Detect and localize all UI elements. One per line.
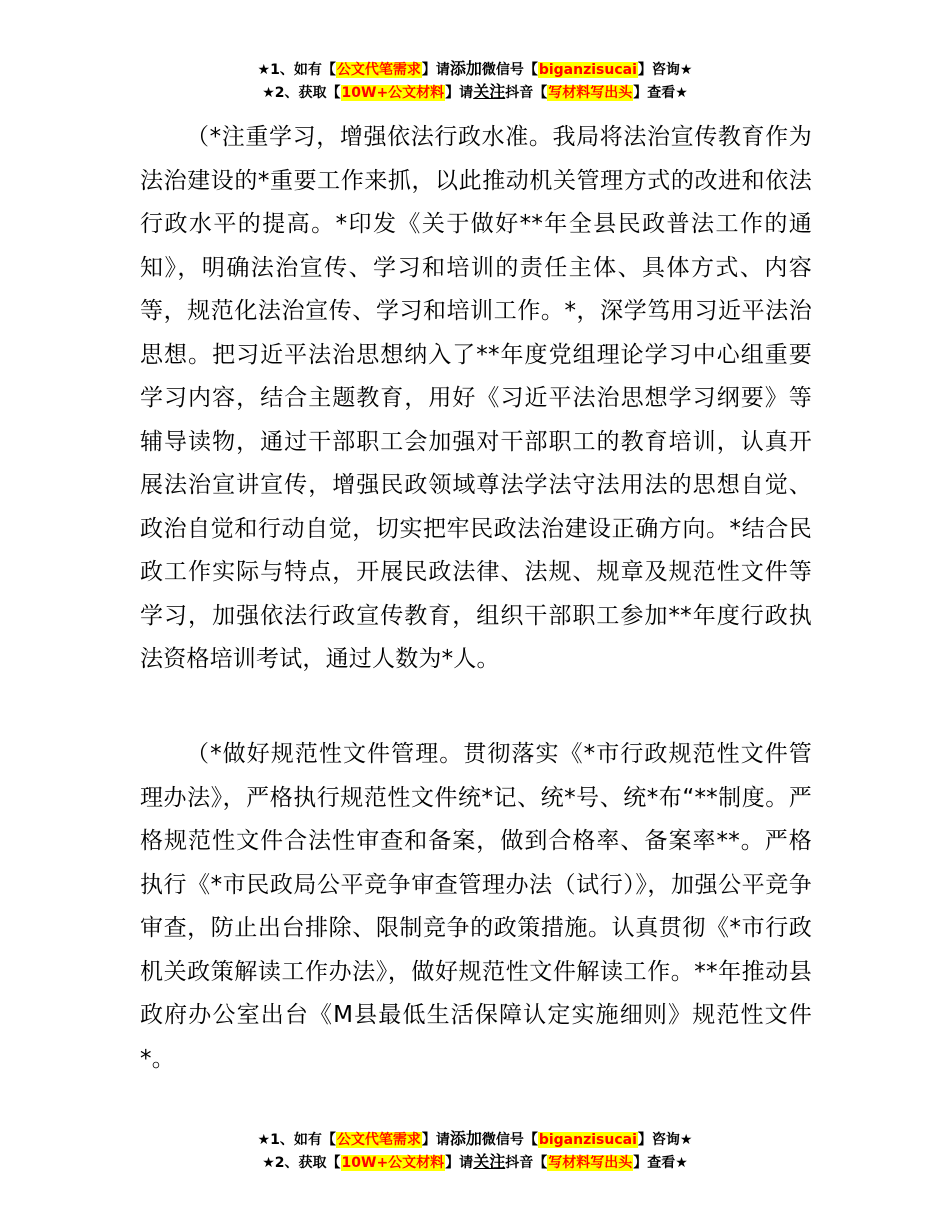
banner-text: 微信号【 [481,1132,538,1148]
banner-text: 】咨询★ [637,1132,693,1148]
banner-text: 【 [321,1132,336,1148]
banner-text: 微信号【 [481,62,538,78]
highlight-ghostwriting: 公文代笔需求 [336,62,421,78]
banner-text: 】请 [445,85,474,101]
banner-line-1 [0,58,950,81]
banner-emphasis: 添加 [449,59,482,78]
banner-text: 】查看★ [633,1155,688,1171]
banner-text: ★1、如有 [257,62,322,78]
highlight-douyin: 写材料写出头 [548,1155,633,1171]
banner-text: 】请 [421,62,450,78]
banner-text: 抖音【 [505,85,548,101]
banner-emphasis: 关注 [473,82,506,101]
banner-text: 】查看★ [633,85,688,101]
banner-line-2 [0,1151,950,1174]
banner-text: 】请 [445,1155,474,1171]
highlight-materials: 10W+公文材料 [341,85,445,101]
banner-line-2 [0,81,950,104]
banner-text: ★2、获取【 [262,1155,341,1171]
paragraph-2 [140,733,812,1081]
banner-text: ★2、获取【 [262,85,341,101]
paragraph-text: （*做好规范性文件管理。贯彻落实《*市行政规范性文件管理办法》，严格执行规范性文件统*记、统*号、统*布“**制度。严格规范性文件合法性审查和备案，做到合格率、备案率**。严格执行《*市民政局公平竞争审查管理办法（试行）》，加强公平竞争审查，防止出台排除、限制竞争的政策措施。认真贯彻《*市行政机关政策解读工作办法》，做好规范性文件解读工作。**年推动县政府办公室出台《M县最低生活保障认定实施细则》规范性文件*。 [140,741,812,1072]
highlight-wechat-id: biganzisucai [538,1132,637,1148]
banner-text: ★1、如有 [257,1132,322,1148]
highlight-wechat-id: biganzisucai [538,62,637,78]
banner-emphasis: 添加 [449,1129,482,1148]
banner-emphasis: 关注 [473,1152,506,1171]
header-banner [0,58,950,104]
highlight-douyin: 写材料写出头 [548,85,633,101]
highlight-ghostwriting: 公文代笔需求 [336,1132,421,1148]
paragraph-text: （*注重学习，增强依法行政水准。我局将法治宣传教育作为法治建设的*重要工作来抓，以此推动机关管理方式的改进和依法行政水平的提高。*印发《关于做好**年全县民政普法工作的通知》，明确法治宣传、学习和培训的责任主体、具体方式、内容等，规范化法治宣传、学习和培训工作。*，深学笃用习近平法治思想。把习近平法治思想纳入了**年度党组理论学习中心组重要学习内容，结合主题教育，用好《习近平法治思想学习纲要》等辅导读物，通过干部职工会加强对干部职工的教育培训，认真开展法治宣讲宣传，增强民政领域尊法学法守法用法的思想自觉、政治自觉和行动自觉，切实把牢民政法治建设正确方向。*结合民政工作实际与特点，开展民政法律、法规、规章及规范性文件等学习，加强依法行政宣传教育，组织干部职工参加**年度行政执法资格培训考试，通过人数为*人。 [140,124,812,672]
banner-text: 【 [321,62,336,78]
banner-text: 抖音【 [505,1155,548,1171]
banner-text: 】咨询★ [637,62,693,78]
paragraph-1 [140,116,812,682]
footer-banner [0,1128,950,1174]
banner-text: 】请 [421,1132,450,1148]
banner-line-1 [0,1128,950,1151]
highlight-materials: 10W+公文材料 [341,1155,445,1171]
